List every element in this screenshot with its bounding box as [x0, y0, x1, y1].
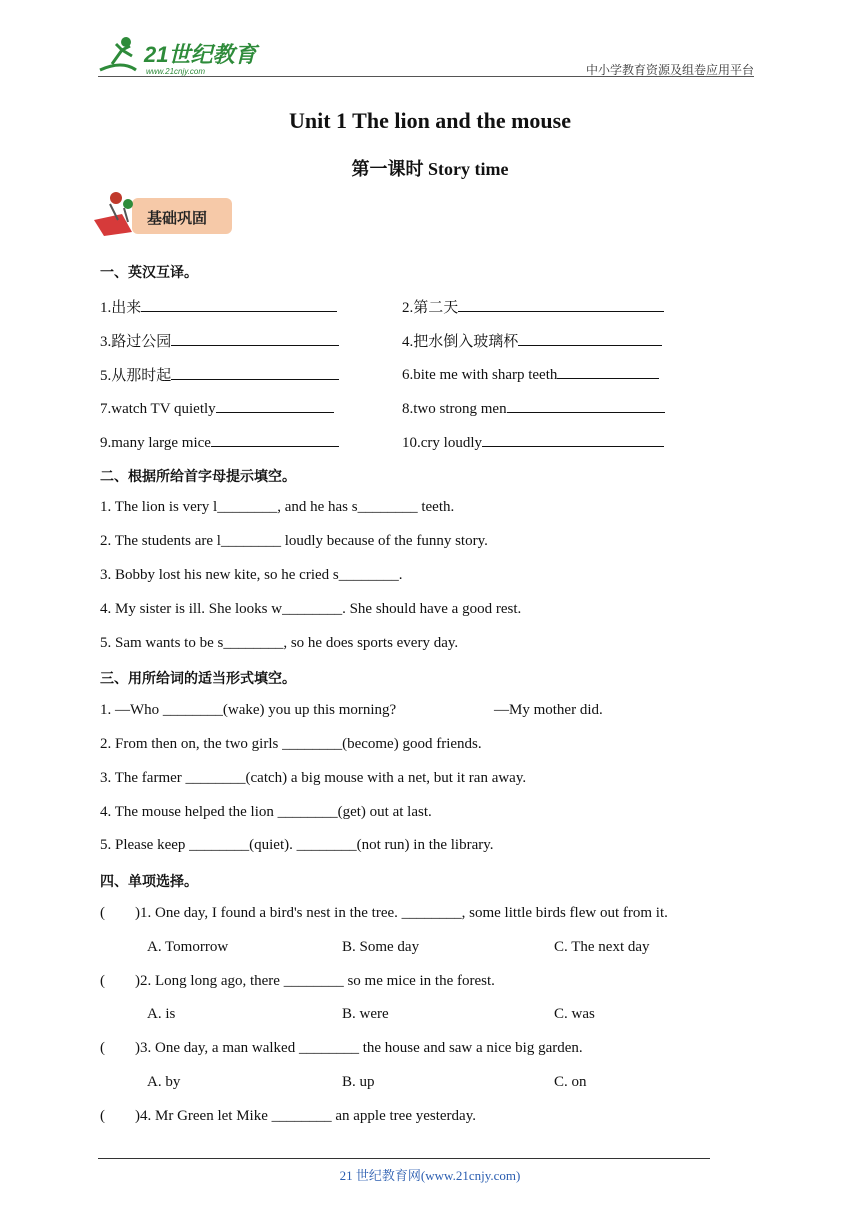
s2-item-4: 4. My sister is ill. She looks w________. She should have a good rest. [100, 601, 522, 617]
s1-item-2: 2.第二天 [402, 296, 664, 317]
s4-q1-option-a: A. Tomorrow [147, 939, 229, 955]
s2-item-1: 1. The lion is very l________, and he has s________ teeth. [100, 499, 455, 515]
s4-q1-option-c: C. The next day [554, 939, 650, 955]
section-3-heading: 三、用所给词的适当形式填空。 [100, 671, 296, 687]
s1-item-7: 7.watch TV quietly [100, 398, 334, 418]
s1-item-4: 4.把水倒入玻璃杯 [402, 330, 662, 351]
s2-item-3: 3. Bobby lost his new kite, so he cried s________. [100, 567, 403, 583]
s1-item-9: 9.many large mice [100, 432, 339, 452]
s1-item-5: 5.从那时起 [100, 364, 339, 385]
s2-item-5: 5. Sam wants to be s________, so he does sports every day. [100, 635, 459, 651]
banner-label: 基础巩固 [147, 209, 208, 227]
s1-item-8: 8.two strong men [402, 398, 665, 418]
s4-q3-option-a: A. by [147, 1074, 181, 1090]
s1-item-3: 3.路过公园 [100, 330, 339, 351]
page-subtitle: 第一课时 Story time [351, 159, 509, 179]
page-title: Unit 1 The lion and the mouse [289, 108, 571, 133]
s4-q2-option-b: B. were [342, 1006, 389, 1022]
s3-item-2: 2. From then on, the two girls ________(become) good friends. [100, 736, 482, 752]
s4-question-1: ( )1. One day, I found a bird's nest in the tree. ________, some little birds flew out from it. [100, 905, 668, 921]
header-divider [98, 76, 754, 77]
section-4-heading: 四、单项选择。 [100, 874, 198, 890]
s4-q1-option-b: B. Some day [342, 939, 420, 955]
s3-item-3: 3. The farmer ________(catch) a big mouse with a net, but it ran away. [100, 770, 527, 786]
s1-item-10: 10.cry loudly [402, 432, 664, 452]
s4-q3-option-b: B. up [342, 1074, 375, 1090]
s1-item-1: 1.出来 [100, 296, 337, 317]
s3-item-5: 5. Please keep ________(quiet). ________(not run) in the library. [100, 837, 494, 853]
s4-question-4: ( )4. Mr Green let Mike ________ an apple tree yesterday. [100, 1108, 476, 1124]
s4-question-2: ( )2. Long long ago, there ________ so me mice in the forest. [100, 973, 495, 989]
section-1-heading: 一、英汉互译。 [100, 265, 198, 281]
s4-q2-option-a: A. is [147, 1006, 176, 1022]
s4-question-3: ( )3. One day, a man walked ________ the house and saw a nice big garden. [100, 1040, 583, 1056]
s4-q2-option-c: C. was [554, 1006, 595, 1022]
logo [92, 34, 262, 78]
s3-item-4: 4. The mouse helped the lion ________(get) out at last. [100, 804, 432, 820]
s4-q3-option-c: C. on [554, 1074, 587, 1090]
s1-item-6: 6.bite me with sharp teeth [402, 364, 659, 384]
footer-text[interactable]: 21 世纪教育网(www.21cnjy.com) [339, 1168, 521, 1183]
logo-text: 21世纪教育 [144, 42, 257, 67]
logo-url: www.21cnjy.com [146, 67, 205, 76]
s2-item-2: 2. The students are l________ loudly because of the funny story. [100, 533, 488, 549]
s3-item-1a: 1. —Who ________(wake) you up this morning? [100, 702, 397, 718]
header-tagline: 中小学教育资源及组卷应用平台 [585, 63, 754, 77]
s3-item-1b: —My mother did. [494, 702, 603, 718]
section-2-heading: 二、根据所给首字母提示填空。 [100, 469, 296, 485]
footer-divider [98, 1158, 710, 1159]
